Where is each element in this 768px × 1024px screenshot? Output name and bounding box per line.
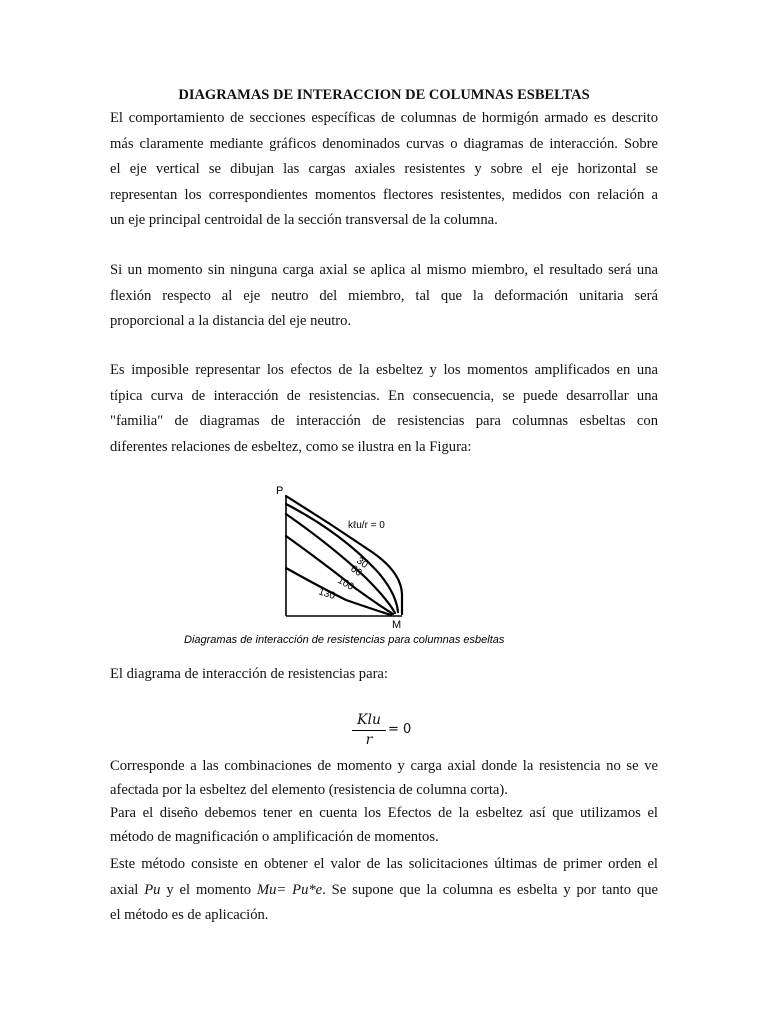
- text-run: . Se supone que la columna es esbelta y por tanto que: [322, 881, 658, 898]
- interaction-diagram-figure: [180, 476, 560, 654]
- axial-load-symbol: Pu: [144, 881, 161, 898]
- curve-label-0: kℓu/r = 0: [348, 520, 385, 531]
- paragraph-6-line: Para el diseño debemos tener en cuenta los Efectos de la esbeltez así que utilizamos el: [110, 805, 658, 821]
- paragraph-1-line: El comportamiento de secciones específicas de columnas de hormigón armado es descrito: [110, 110, 658, 126]
- formula-numerator: Klu: [357, 712, 381, 728]
- axis-m-label: M: [392, 619, 402, 631]
- paragraph-7-line: el método es de aplicación.: [110, 907, 269, 924]
- moment-formula: Mu= Pu*e: [256, 881, 323, 898]
- paragraph-2-line: flexión respecto al eje neutro del miembro, tal que la deformación unitaria será: [110, 287, 658, 304]
- paragraph-4-line: El diagrama de interacción de resistencias para:: [110, 666, 388, 682]
- axis-p-label: P: [276, 485, 284, 497]
- figure-caption: Diagramas de interacción de resistencias para columnas esbeltas: [184, 634, 505, 646]
- document-title: DIAGRAMAS DE INTERACCION DE COLUMNAS ESBELTAS: [178, 87, 590, 103]
- paragraph-1-line: el eje vertical se dibujan las cargas axiales resistentes y sobre el eje horizontal se: [110, 161, 658, 178]
- paragraph-6: [110, 802, 658, 849]
- paragraph-3-line: típica curva de interacción de resistencias. En consecuencia, se puede desarrollar una: [110, 387, 658, 404]
- paragraph-7: [110, 852, 658, 929]
- paragraph-7-line: Este método consiste en obtener el valor de las solicitaciones últimas de primer orden el: [110, 856, 658, 872]
- curve-label-130: 130: [317, 586, 337, 603]
- paragraph-1-line: más claramente mediante gráficos denominados curvas o diagramas de interacción. Sobre: [110, 135, 658, 152]
- curve-label-100: 100: [335, 575, 356, 593]
- paragraph-4: [110, 662, 658, 688]
- formula-rhs: = 0: [388, 722, 412, 737]
- paragraph-2-line: proporcional a la distancia del eje neutro.: [110, 313, 352, 330]
- paragraph-2: [110, 258, 658, 335]
- paragraph-3-line: diferentes relaciones de esbeltez, como se ilustra en la Figura:: [110, 438, 472, 455]
- paragraph-3: [110, 358, 658, 460]
- paragraph-3-line: "familia" de diagramas de interacción de resistencias para columnas esbeltas con: [110, 413, 658, 430]
- paragraph-5: [110, 755, 658, 802]
- paragraph-1: [110, 106, 658, 234]
- paragraph-3-line: Es imposible representar los efectos de la esbeltez y los momentos amplificados en una: [110, 362, 658, 378]
- paragraph-6-line: método de magnificación o amplificación de momentos.: [110, 828, 439, 845]
- paragraph-5-line: afectada por la esbeltez del elemento (resistencia de columna corta).: [110, 781, 508, 798]
- text-run: y el momento: [160, 881, 257, 898]
- interaction-diagram: [180, 476, 560, 636]
- paragraph-7-line: [110, 878, 658, 904]
- paragraph-2-line: Si un momento sin ninguna carga axial se aplica al mismo miembro, el resultado será una: [110, 262, 658, 278]
- text-run: axial: [110, 881, 145, 898]
- paragraph-5-line: Corresponde a las combinaciones de momento y carga axial donde la resistencia no se ve: [110, 758, 658, 774]
- curve-label-30: 30: [354, 555, 370, 571]
- formula-denominator: r: [365, 732, 373, 748]
- paragraph-1-line: un eje principal centroidal de la sección transversal de la columna.: [110, 212, 498, 229]
- curve-label-60: 60: [348, 563, 364, 579]
- curve-100: [286, 536, 393, 614]
- formula-fraction: [352, 712, 386, 748]
- fraction-bar: [352, 730, 386, 731]
- paragraph-1-line: representan los correspondientes momentos flectores resistentes, medidos con relación a: [110, 186, 658, 203]
- slenderness-formula: [352, 712, 432, 752]
